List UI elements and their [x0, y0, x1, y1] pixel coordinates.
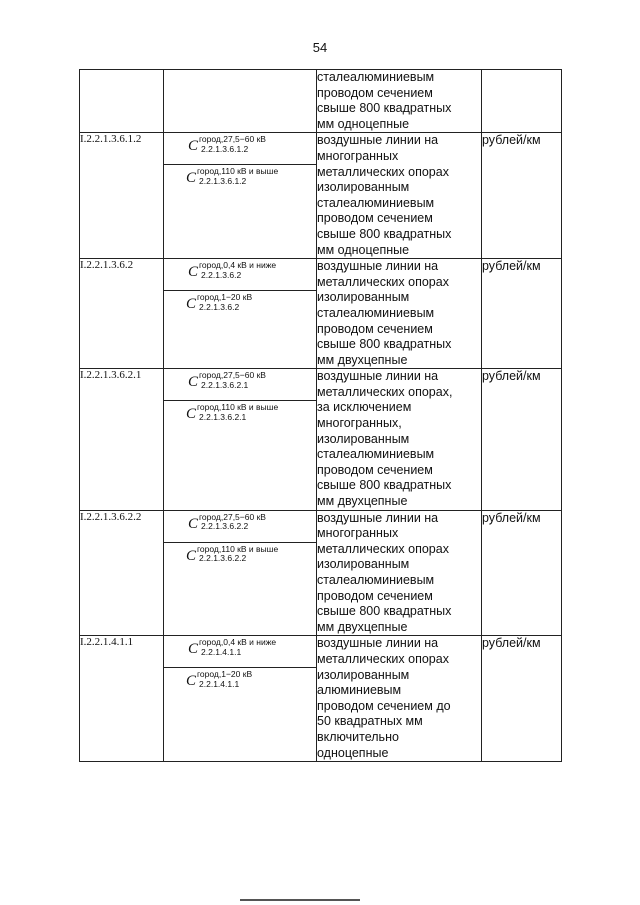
rate-symbol-subscript: 2.2.1.3.6.2 [201, 269, 242, 280]
table-row [80, 369, 562, 510]
rate-symbol-superscript: город,1−20 кВ [197, 292, 253, 303]
tariff-table [79, 69, 562, 762]
rate-symbol-letter: C [188, 515, 199, 532]
row-description: воздушные линии на металлических опорах изолированным алюминиевым проводом сечением до 50 квадратных мм включительно одноцепные [317, 636, 482, 762]
rate-symbol-superscript: город,27,5−60 кВ [199, 370, 266, 381]
rate-symbol-letter: C [186, 547, 197, 564]
row-symbols [164, 510, 317, 636]
rate-symbol-letter: C [188, 641, 199, 658]
row-unit: рублей/км [482, 133, 562, 259]
rate-symbol-superscript: город,27,5−60 кВ [199, 511, 266, 522]
rate-symbol-letter: C [186, 296, 197, 313]
rate-symbol-subscript: 2.2.1.4.1.1 [199, 678, 240, 689]
row-description: сталеалюминиевым проводом сечением свыше 800 квадратных мм одноцепные [317, 70, 482, 133]
rate-symbol-letter: C [186, 170, 197, 187]
rate-symbol [164, 259, 316, 290]
rate-symbol [164, 400, 316, 431]
rate-symbol-superscript: город,1−20 кВ [197, 669, 253, 680]
row-unit: рублей/км [482, 510, 562, 636]
rate-symbol-superscript: город,0,4 кВ и ниже [199, 260, 277, 271]
rate-symbol [164, 290, 316, 321]
table-row [80, 636, 562, 762]
rate-symbol-superscript: город,110 кВ и выше [197, 166, 279, 177]
rate-symbol-superscript: город,0,4 кВ и ниже [199, 637, 277, 648]
page-bottom-rule [240, 899, 360, 901]
row-code: I.2.2.1.4.1.1 [80, 636, 164, 762]
row-symbols [164, 70, 317, 133]
row-description: воздушные линии на металлических опорах, за исключением многогранных, изолированным сталеалюминиевым проводом сечением свыше 800 квадратных мм двухцепные [317, 369, 482, 510]
rate-symbol-subscript: 2.2.1.3.6.2.1 [199, 411, 247, 422]
rate-symbol-subscript: 2.2.1.3.6.1.2 [199, 175, 247, 186]
rate-symbol [164, 164, 316, 195]
row-unit: рублей/км [482, 369, 562, 510]
rate-symbol [164, 542, 316, 573]
rate-symbol-superscript: город,27,5−60 кВ [199, 134, 266, 145]
row-symbols [164, 636, 317, 762]
row-unit: рублей/км [482, 259, 562, 369]
page-number: 54 [312, 40, 328, 55]
row-unit: рублей/км [482, 636, 562, 762]
rate-symbol-letter: C [188, 138, 199, 155]
rate-symbol-letter: C [188, 374, 199, 391]
rate-symbol [164, 667, 316, 698]
rate-symbol-superscript: город,110 кВ и выше [197, 402, 279, 413]
rate-symbol-subscript: 2.2.1.3.6.2 [199, 301, 240, 312]
rate-symbol-subscript: 2.2.1.3.6.2.2 [201, 521, 249, 532]
row-code: I.2.2.1.3.6.2.2 [80, 510, 164, 636]
rate-symbol [164, 636, 316, 667]
table-row [80, 133, 562, 259]
row-description: воздушные линии на металлических опорах изолированным сталеалюминиевым проводом сечением свыше 800 квадратных мм двухцепные [317, 259, 482, 369]
row-description: воздушные линии на многогранных металлических опорах изолированным сталеалюминиевым проводом сечением свыше 800 квадратных мм двухцепные [317, 510, 482, 636]
table-row [80, 70, 562, 133]
rate-symbol-subscript: 2.2.1.3.6.2.1 [201, 379, 249, 390]
table-row [80, 259, 562, 369]
rate-symbol [164, 511, 316, 542]
row-code: I.2.2.1.3.6.2 [80, 259, 164, 369]
row-symbols [164, 369, 317, 510]
rate-symbol-subscript: 2.2.1.3.6.1.2 [201, 143, 249, 154]
row-code [80, 70, 164, 133]
row-code: I.2.2.1.3.6.2.1 [80, 369, 164, 510]
rate-symbol-subscript: 2.2.1.4.1.1 [201, 646, 242, 657]
rate-symbol [164, 369, 316, 400]
rate-symbol-letter: C [186, 673, 197, 690]
rate-symbol-letter: C [188, 264, 199, 281]
rate-symbol-subscript: 2.2.1.3.6.2.2 [199, 553, 247, 564]
row-code: I.2.2.1.3.6.1.2 [80, 133, 164, 259]
row-symbols [164, 259, 317, 369]
row-description: воздушные линии на многогранных металлических опорах изолированным сталеалюминиевым проводом сечением свыше 800 квадратных мм одноцепные [317, 133, 482, 259]
table-row [80, 510, 562, 636]
rate-symbol [164, 133, 316, 164]
rate-symbol-superscript: город,110 кВ и выше [197, 543, 279, 554]
row-unit [482, 70, 562, 133]
row-symbols [164, 133, 317, 259]
rate-symbol-letter: C [186, 406, 197, 423]
